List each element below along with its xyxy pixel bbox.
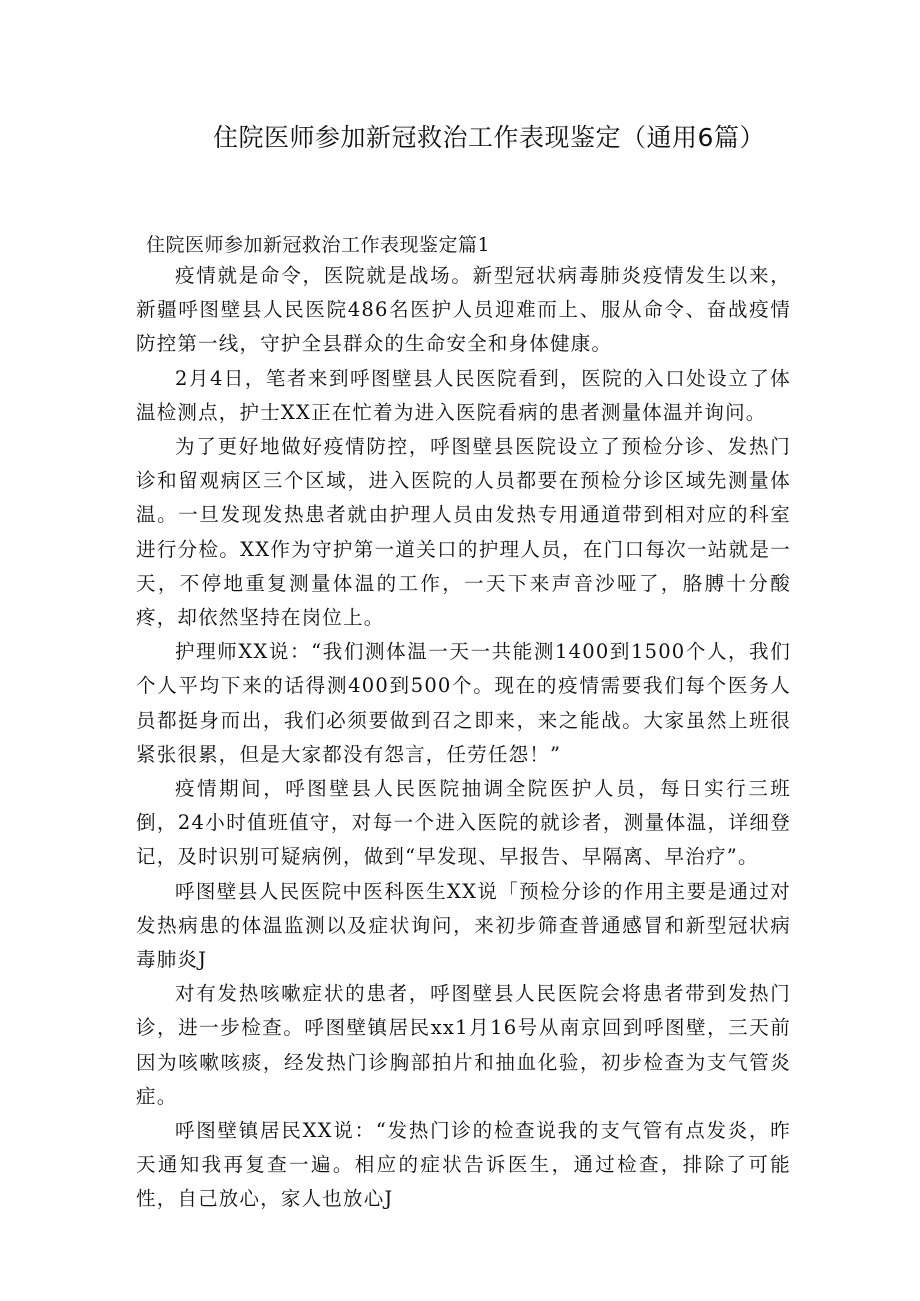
document-body: [136, 259, 791, 1217]
paragraph: 对有发热咳嗽症状的患者，呼图壁县人民医院会将患者带到发热门诊，进一步检查。呼图壁镇居民xx1月16号从南京回到呼图壁，三天前因为咳嗽咳痰，经发热门诊胸部拍片和抽血化验，初步检查为支气管炎症。: [136, 982, 791, 1108]
document-title: 住院医师参加新冠救治工作表现鉴定（通用6篇）: [213, 123, 765, 152]
paragraph: 疫情就是命令，医院就是战场。新型冠状病毒肺炎疫情发生以来，新疆呼图壁县人民医院486名医护人员迎难而上、服从命令、奋战疫情防控第一线，守护全县群众的生命安全和身体健康。: [136, 264, 791, 356]
paragraph: 2月4日，笔者来到呼图壁县人民医院看到，医院的入口处设立了体温检测点，护士XX正在忙着为进入医院看病的患者测量体温并询问。: [136, 366, 791, 424]
paragraph: 为了更好地做好疫情防控，呼图壁县医院设立了预检分诊、发热门诊和留观病区三个区域，进入医院的人员都要在预检分诊区域先测量体温。一旦发现发热患者就由护理人员由发热专用通道带到相对应的科室进行分检。XX作为守护第一道关口的护理人员，在门口每次一站就是一天，不停地重复测量体温的工作，一天下来声音沙哑了，胳膊十分酸疼，却依然坚持在岗位上。: [136, 435, 791, 630]
paragraph: 疫情期间，呼图壁县人民医院抽调全院医护人员，每日实行三班倒，24小时值班值守，对每一个进入医院的就诊者，测量体温，详细登记，及时识别可疑病例，做到“早发现、早报告、早隔离、早治疗”。: [136, 777, 791, 869]
paragraph: 呼图壁镇居民XX说：“发热门诊的检查说我的支气管有点发炎，昨天通知我再复查一遍。相应的症状告诉医生，通过检查，排除了可能性，自己放心，家人也放心J: [136, 1119, 791, 1211]
paragraph: 护理师XX说：“我们测体温一天一共能测1400到1500个人，我们个人平均下来的话得测400到500个。现在的疫情需要我们每个医务人员都挺身而出，我们必须要做到召之即来，来之能战。大家虽然上班很紧张很累，但是大家都没有怨言，任劳任怨！”: [136, 640, 791, 766]
paragraph: 呼图壁县人民医院中医科医生XX说「预检分诊的作用主要是通过对发热病患的体温监测以及症状询问，来初步筛查普通感冒和新型冠状病毒肺炎J: [136, 879, 791, 972]
section-heading: 住院医师参加新冠救治工作表现鉴定篇1: [146, 234, 491, 256]
